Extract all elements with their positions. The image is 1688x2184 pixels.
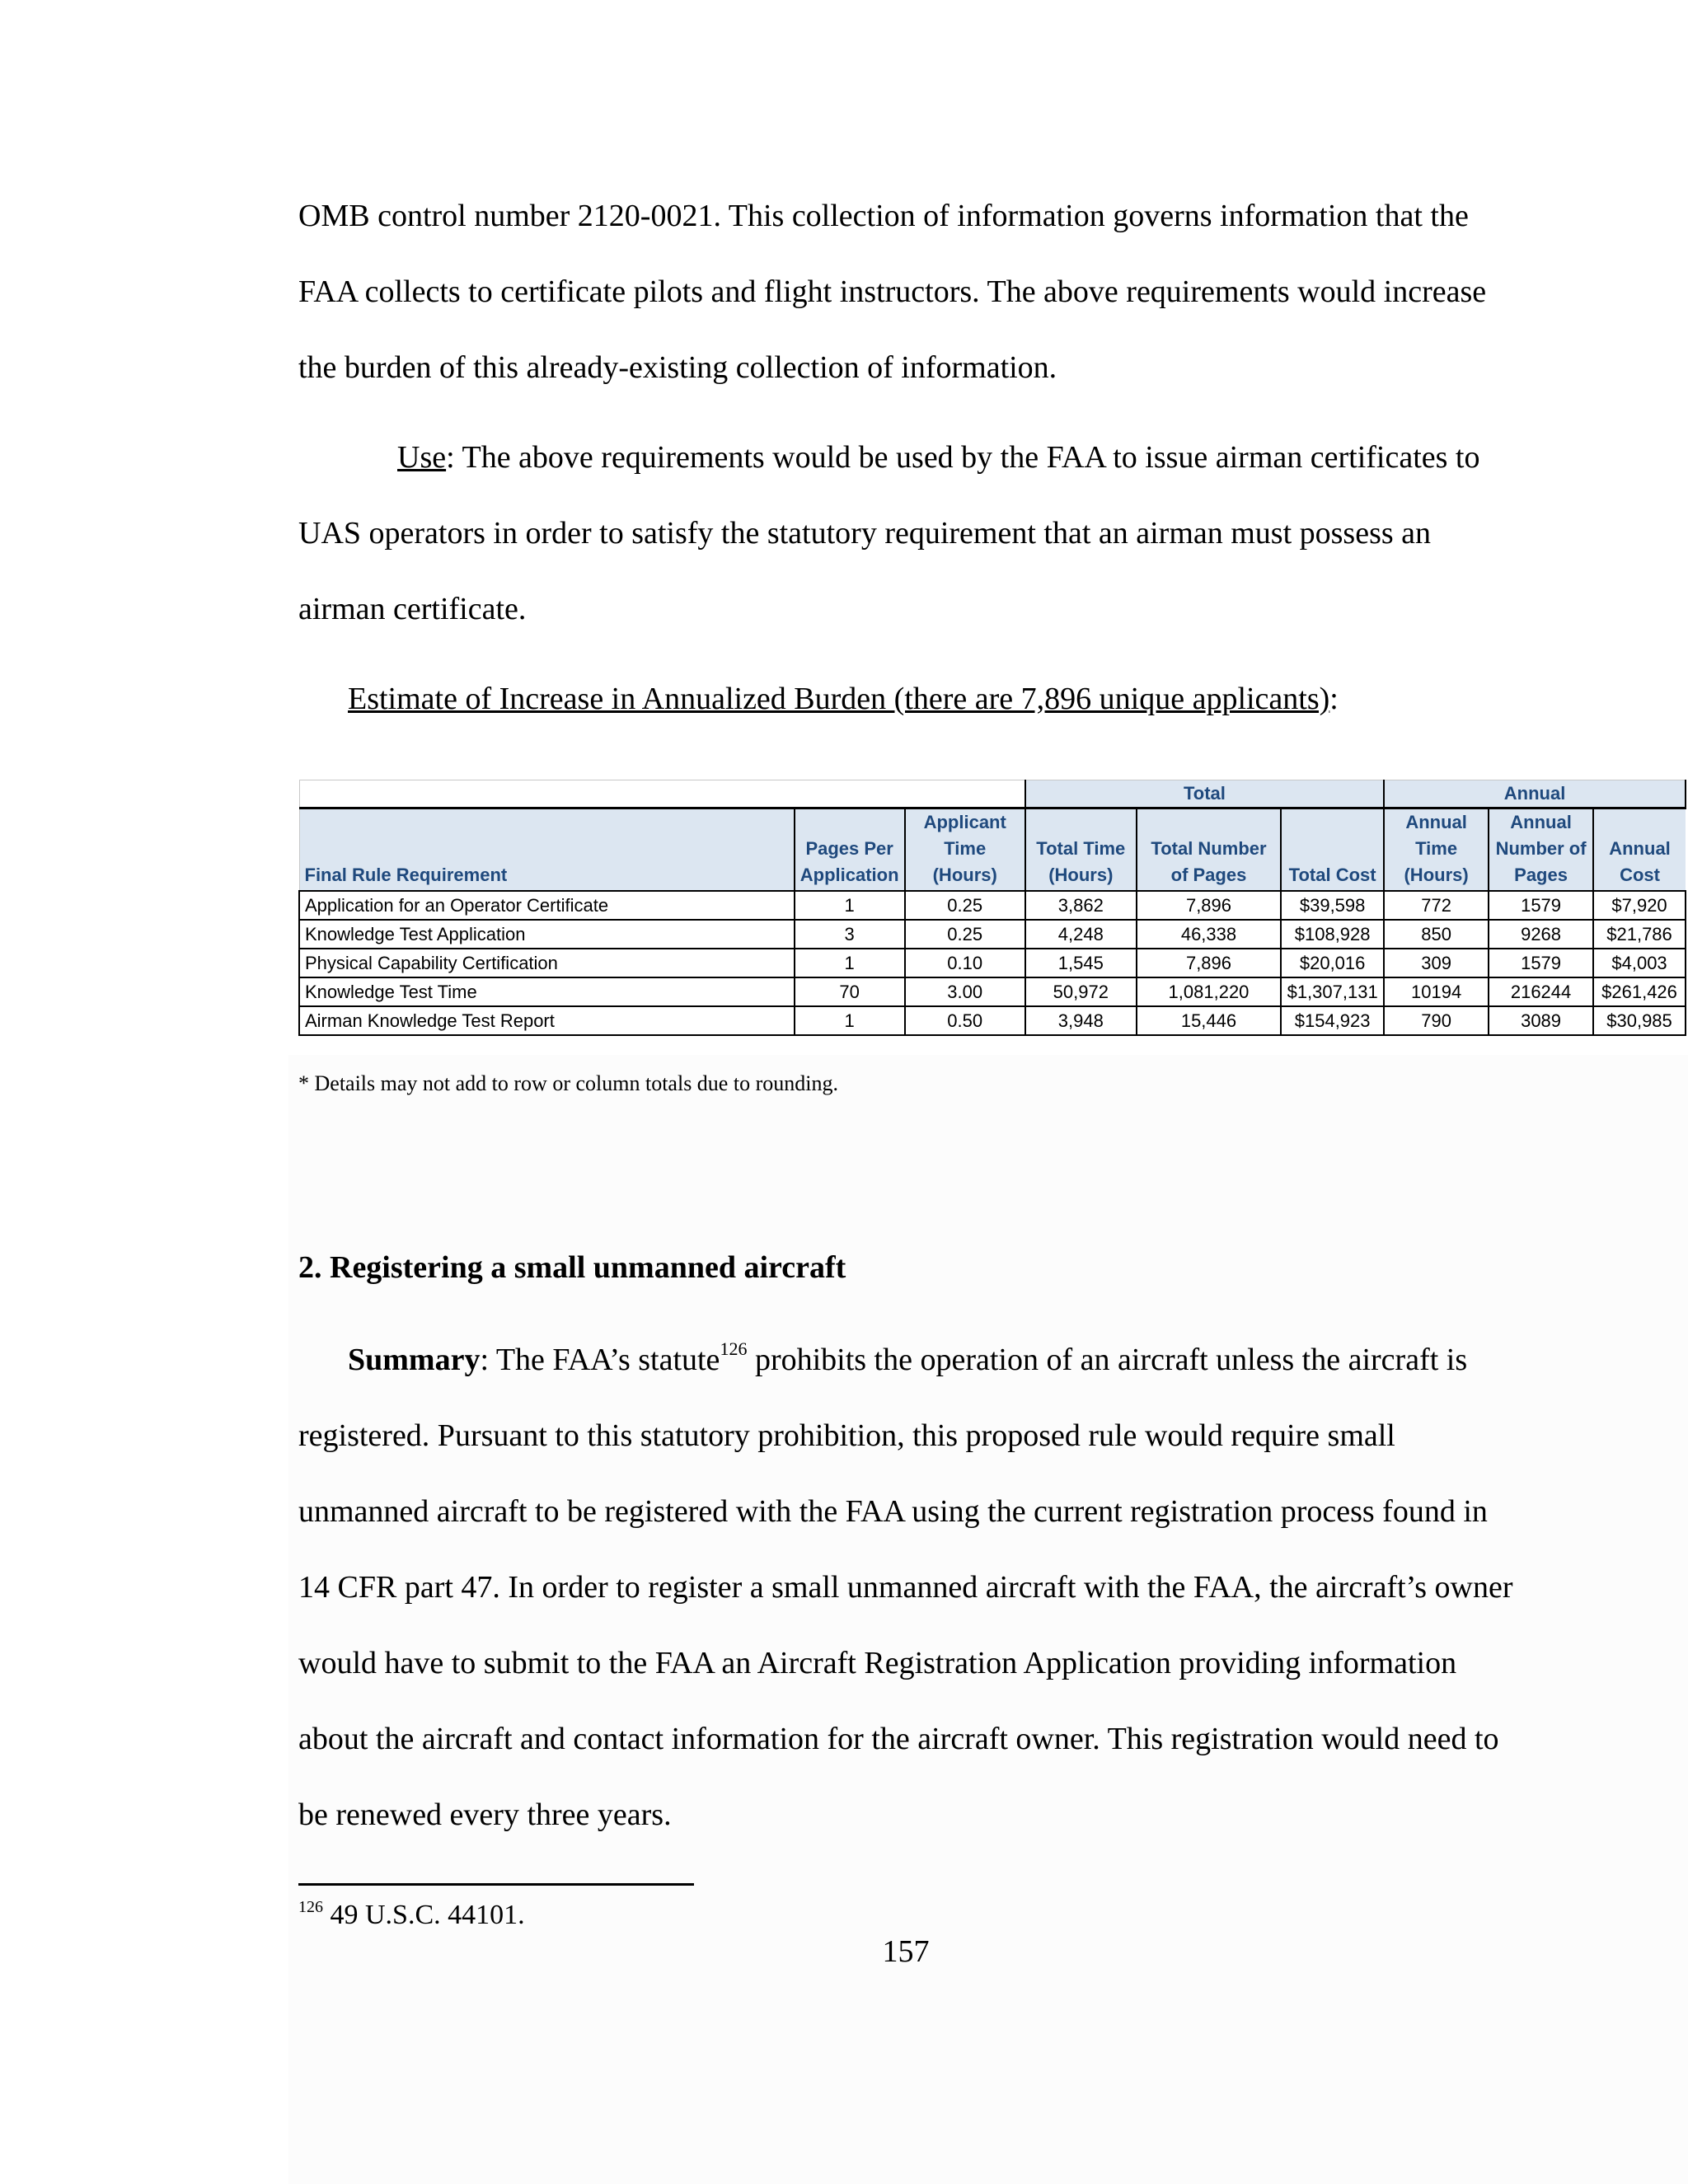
summary-label: Summary xyxy=(348,1343,481,1377)
table-cell: $4,003 xyxy=(1593,949,1686,977)
table-header-row xyxy=(299,808,1686,892)
table-row xyxy=(299,891,1686,920)
table-cell: 4,248 xyxy=(1025,920,1137,949)
table-header-cell: Final Rule Requirement xyxy=(299,808,795,892)
paragraph-summary xyxy=(298,1322,1518,1853)
table-header-cell: Annual Number of Pages xyxy=(1489,808,1593,892)
estimate-label: Estimate of Increase in Annualized Burden (there are 7,896 unique applicants) xyxy=(348,682,1330,716)
table-cell: $154,923 xyxy=(1281,1006,1384,1035)
summary-text-after: prohibits the operation of an aircraft unless the aircraft is registered. Pursuant to this statutory prohibition, this proposed rule would require small unmanned aircraft to be registered with the FAA using the current registration process found in 14 CFR part 47. In order to register a small unmanned aircraft with the FAA, the aircraft’s owner would have to submit to the FAA an Aircraft Registration Application providing information about the aircraft and contact information for the aircraft owner. This registration would need to be renewed every three years. xyxy=(298,1343,1513,1832)
use-label: Use xyxy=(397,440,447,475)
table-row-label: Application for an Operator Certificate xyxy=(299,891,795,920)
paragraph-use xyxy=(298,419,1518,647)
page-number: 157 xyxy=(882,1934,930,1969)
table-cell: 70 xyxy=(795,977,905,1006)
table-cell: 309 xyxy=(1384,949,1489,977)
table-cell: 0.10 xyxy=(905,949,1025,977)
table-cell: 3 xyxy=(795,920,905,949)
table-cell: 7,896 xyxy=(1137,949,1281,977)
table-cell: 3,948 xyxy=(1025,1006,1137,1035)
table-cell: 1,081,220 xyxy=(1137,977,1281,1006)
table-cell: 10194 xyxy=(1384,977,1489,1006)
table-group-blank xyxy=(299,780,1025,808)
table-row-label: Knowledge Test Application xyxy=(299,920,795,949)
table-cell: 3.00 xyxy=(905,977,1025,1006)
section-heading: 2. Registering a small unmanned aircraft xyxy=(298,1250,846,1285)
footnote xyxy=(298,1897,525,1933)
table-cell: 15,446 xyxy=(1137,1006,1281,1035)
paragraph-omb-control: OMB control number 2120-0021. This collection of information governs information that the FAA collects to certificate pilots and flight instructors. The above requirements would increase the burden of this already-existing collection of information. xyxy=(298,199,1487,385)
table-cell: $39,598 xyxy=(1281,891,1384,920)
table-cell: 1,545 xyxy=(1025,949,1137,977)
table-cell: $108,928 xyxy=(1281,920,1384,949)
estimate-caption xyxy=(298,661,1518,737)
table-cell: 216244 xyxy=(1489,977,1593,1006)
table-row xyxy=(299,920,1686,949)
table-cell: 7,896 xyxy=(1137,891,1281,920)
table-row-label: Physical Capability Certification xyxy=(299,949,795,977)
table-cell: 772 xyxy=(1384,891,1489,920)
table-cell: 46,338 xyxy=(1137,920,1281,949)
estimate-colon: : xyxy=(1329,682,1339,716)
table-cell: 0.25 xyxy=(905,920,1025,949)
table-cell: $1,307,131 xyxy=(1281,977,1384,1006)
table-header-cell: Annual Cost xyxy=(1593,808,1686,892)
table-cell: 0.50 xyxy=(905,1006,1025,1035)
table-cell: 1579 xyxy=(1489,949,1593,977)
table-header-cell: Applicant Time (Hours) xyxy=(905,808,1025,892)
table-header-cell: Total Cost xyxy=(1281,808,1384,892)
table-cell: 0.25 xyxy=(905,891,1025,920)
table-group-header-row xyxy=(299,780,1686,808)
table-row xyxy=(299,1006,1686,1035)
table-cell: $261,426 xyxy=(1593,977,1686,1006)
table-group-annual: Annual xyxy=(1384,780,1686,808)
table-cell: $21,786 xyxy=(1593,920,1686,949)
table-row xyxy=(299,949,1686,977)
table-header-cell: Pages Per Application xyxy=(795,808,905,892)
table-cell: 3089 xyxy=(1489,1006,1593,1035)
table-row-label: Airman Knowledge Test Report xyxy=(299,1006,795,1035)
burden-table xyxy=(298,780,1686,1036)
table-cell: 850 xyxy=(1384,920,1489,949)
table-body xyxy=(299,891,1686,1035)
table-cell: 1 xyxy=(795,891,905,920)
table-cell: 50,972 xyxy=(1025,977,1137,1006)
table-row xyxy=(299,977,1686,1006)
table-cell: $20,016 xyxy=(1281,949,1384,977)
table-cell: 9268 xyxy=(1489,920,1593,949)
footnote-text: 49 U.S.C. 44101. xyxy=(323,1900,525,1930)
table-cell: 3,862 xyxy=(1025,891,1137,920)
table-cell: $7,920 xyxy=(1593,891,1686,920)
table-cell: 1 xyxy=(795,1006,905,1035)
table-cell: 1 xyxy=(795,949,905,977)
rounding-note: * Details may not add to row or column totals due to rounding. xyxy=(298,1071,838,1095)
use-text: : The above requirements would be used by the FAA to issue airman certificates to UAS operators in order to satisfy the statutory requirement that an airman must possess an airman certificate. xyxy=(298,440,1480,626)
table-group-total: Total xyxy=(1025,780,1384,808)
table-header-cell: Total Number of Pages xyxy=(1137,808,1281,892)
summary-text-before: : The FAA’s statute xyxy=(480,1343,720,1377)
table-header-cell: Annual Time (Hours) xyxy=(1384,808,1489,892)
footnote-divider xyxy=(298,1883,694,1886)
table-row-label: Knowledge Test Time xyxy=(299,977,795,1006)
table-cell: 790 xyxy=(1384,1006,1489,1035)
table-cell: 1579 xyxy=(1489,891,1593,920)
table-header-cell: Total Time (Hours) xyxy=(1025,808,1137,892)
table-cell: $30,985 xyxy=(1593,1006,1686,1035)
footnote-reference: 126 xyxy=(720,1338,748,1359)
footnote-number: 126 xyxy=(298,1898,323,1916)
